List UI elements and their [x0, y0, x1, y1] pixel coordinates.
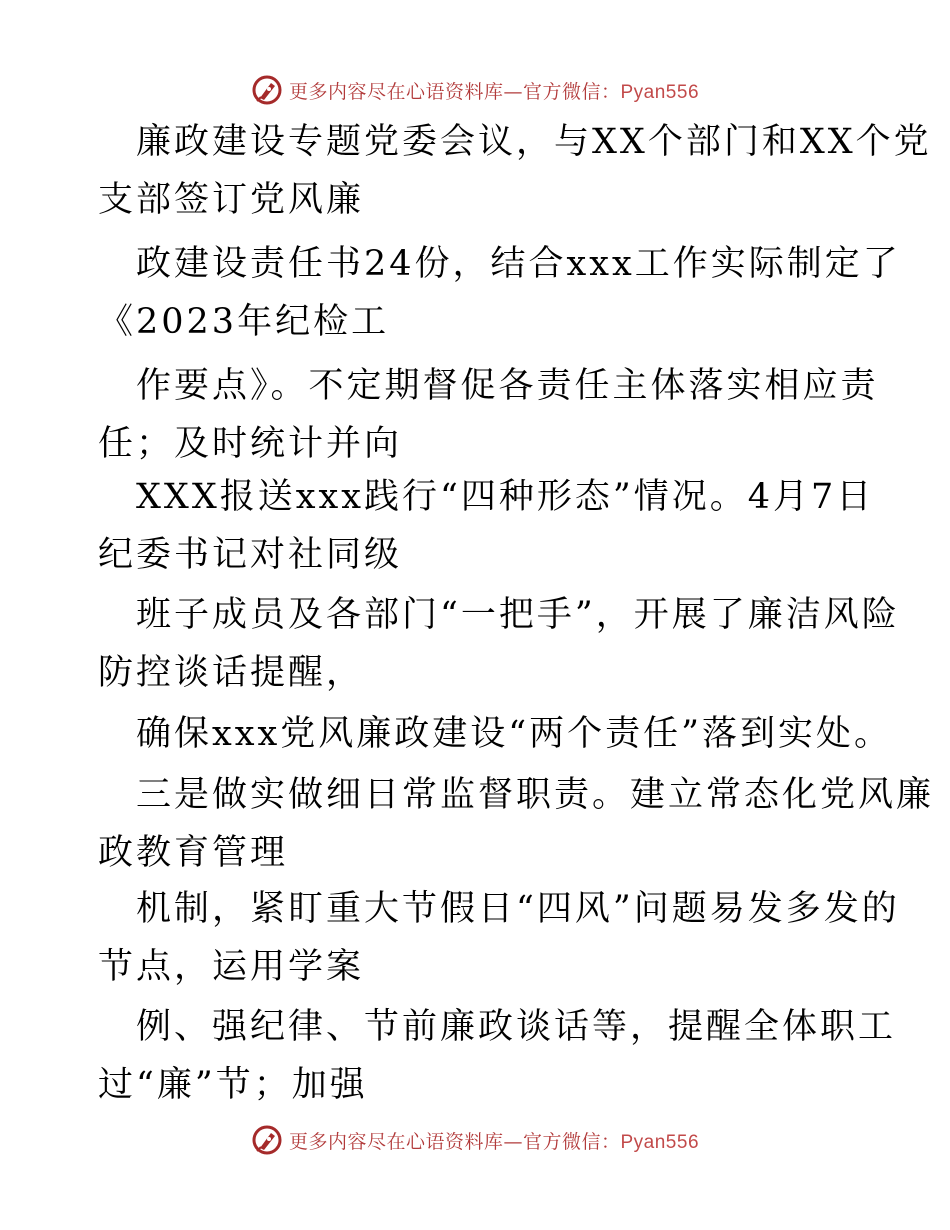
body-line-12: 三是做实做细日常监督职责。建立常态化党风廉 [136, 775, 935, 815]
body-line-5: 作要点》。不定期督促各责任主体落实相应责 [136, 366, 879, 406]
body-line-6: 任；及时统计并向 [98, 424, 403, 464]
body-line-9: 班子成员及各部门“一把手”，开展了廉洁风险 [136, 595, 900, 635]
body-line-13: 政教育管理 [98, 833, 289, 873]
body-line-1: 廉政建设专题党委会议，与XX个部门和XX个党 [136, 122, 932, 162]
footer-watermark-banner [0, 1120, 950, 1160]
header-wechat-id: Pyan556 [620, 81, 700, 103]
body-line-7: XXX报送xxx践行“四种形态”情况。4月7日 [136, 477, 875, 517]
header-watermark-text: 更多内容尽在心语资料库—官方微信：Pyan556 [288, 80, 700, 103]
body-line-14: 机制，紧盯重大节假日“四风”问题易发多发的 [136, 889, 900, 929]
footer-watermark-text: 更多内容尽在心语资料库—官方微信：Pyan556 [288, 1130, 700, 1153]
body-line-17: 过“廉”节；加强 [98, 1065, 368, 1105]
footer-wechat-id: Pyan556 [620, 1131, 700, 1153]
body-line-3: 政建设责任书24份，结合xxx工作实际制定了 [136, 244, 901, 284]
pen-nib-icon [251, 1124, 283, 1156]
body-line-15: 节点，运用学案 [98, 947, 365, 987]
body-line-4: 《2023年纪检工 [98, 302, 390, 342]
body-line-8: 纪委书记对社同级 [98, 535, 403, 575]
body-line-16: 例、强纪律、节前廉政谈话等，提醒全体职工 [136, 1007, 897, 1047]
body-line-11: 确保xxx党风廉政建设“两个责任”落到实处。 [136, 714, 893, 754]
header-watermark-banner [0, 70, 950, 110]
pen-nib-icon [251, 74, 283, 106]
body-line-10: 防控谈话提醒， [98, 653, 365, 693]
body-line-2: 支部签订党风廉 [98, 180, 365, 220]
